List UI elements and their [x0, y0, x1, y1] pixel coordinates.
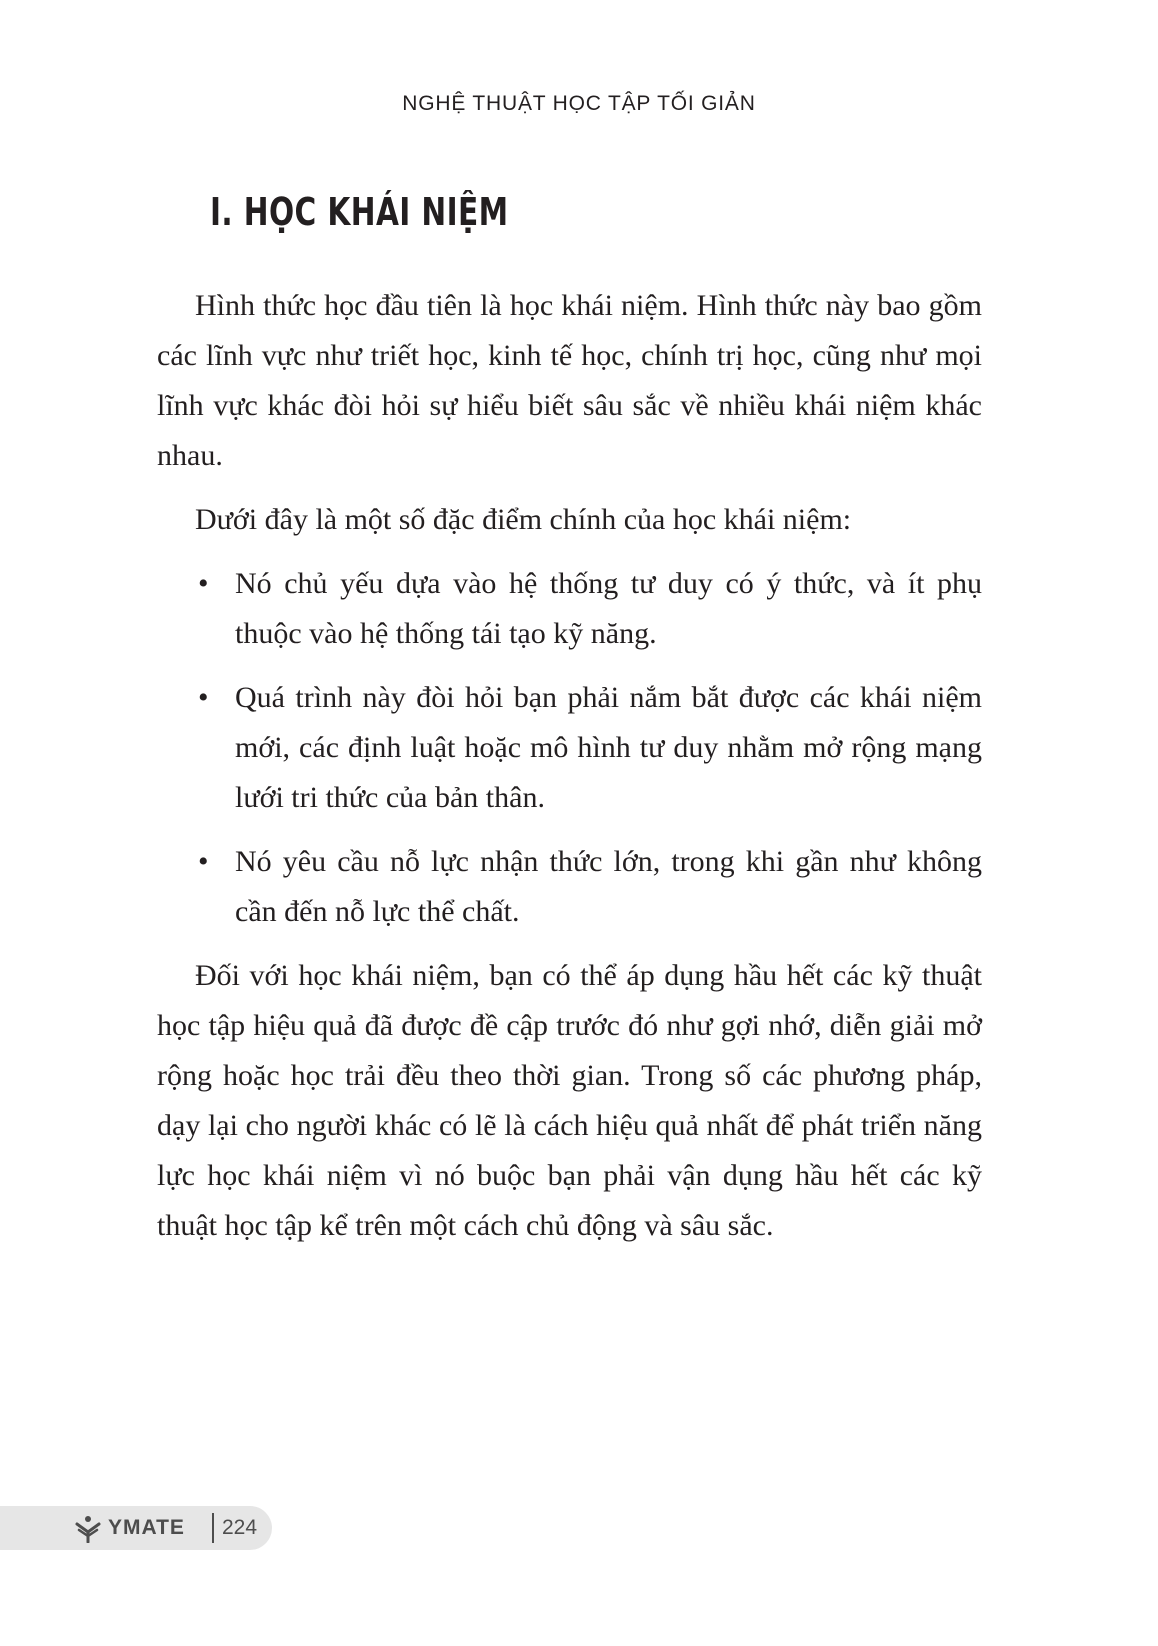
bullet-icon: • [198, 681, 209, 714]
bullet-icon: • [198, 845, 209, 878]
paragraph-list-lead: Dưới đây là một số đặc điểm chính của học khái niệm: [195, 503, 852, 536]
page-content [157, 281, 982, 1265]
ymate-logo-icon [74, 1515, 102, 1543]
list-item [157, 837, 982, 937]
footer-brand: YMATE [108, 1516, 185, 1539]
paragraph-techniques: Đối với học khái niệm, bạn có thể áp dụng hầu hết các kỹ thuật học tập hiệu quả đã được đề cập trước đó như gợi nhớ, diễn giải mở rộng hoặc học trải đều theo thời gian. Trong số các phương pháp, dạy lại cho người khác có lẽ là cách hiệu quả nhất để phát triển năng lực học khái niệm vì nó buộc bạn phải vận dụng hầu hết các kỹ thuật học tập kể trên một cách chủ động và sâu sắc. [157, 959, 982, 1242]
list-item [157, 673, 982, 823]
running-header: NGHỆ THUẬT HỌC TẬP TỐI GIẢN [402, 92, 756, 115]
list-item-text: Nó chủ yếu dựa vào hệ thống tư duy có ý thức, và ít phụ thuộc vào hệ thống tái tạo kỹ năng. [235, 567, 982, 650]
characteristics-list [157, 559, 982, 937]
bullet-icon: • [198, 567, 209, 600]
list-item-text: Nó yêu cầu nỗ lực nhận thức lớn, trong khi gần như không cần đến nỗ lực thể chất. [235, 845, 982, 928]
list-item-text: Quá trình này đòi hỏi bạn phải nắm bắt được các khái niệm mới, các định luật hoặc mô hình tư duy nhằm mở rộng mạng lưới tri thức của bản thân. [235, 681, 982, 814]
page-number: 224 [222, 1516, 258, 1539]
list-item [157, 559, 982, 659]
footer-divider [212, 1513, 214, 1543]
paragraph-intro: Hình thức học đầu tiên là học khái niệm. Hình thức này bao gồm các lĩnh vực như triết học, kinh tế học, chính trị học, cũng như mọi lĩnh vực khác đòi hỏi sự hiểu biết sâu sắc về nhiều khái niệm khác nhau. [157, 289, 982, 472]
section-title: I. HỌC KHÁI NIỆM [210, 190, 509, 234]
